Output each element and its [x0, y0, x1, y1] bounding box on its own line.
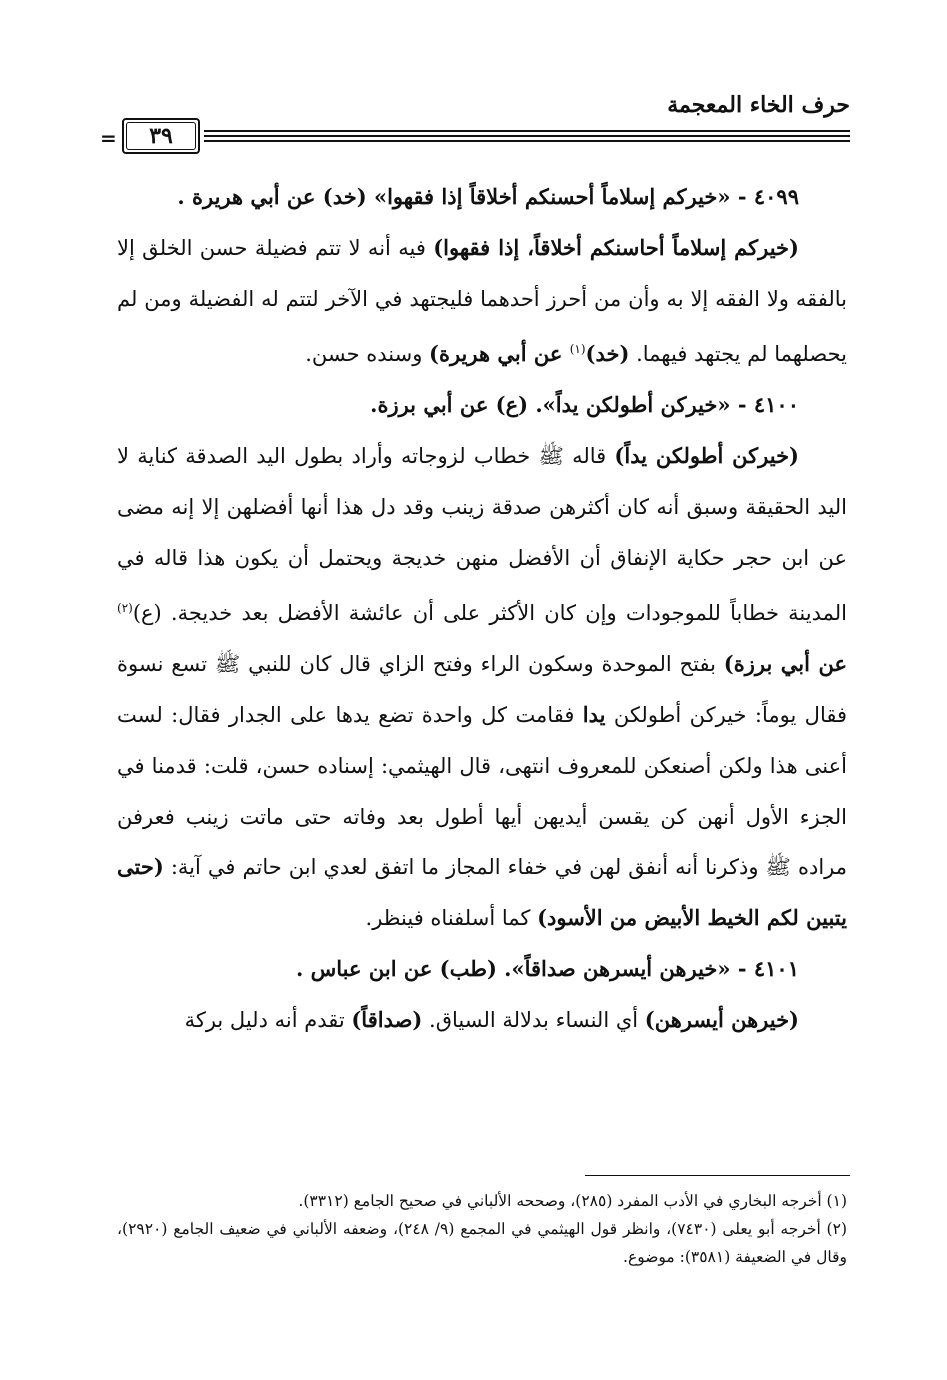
chapter-title: حرف الخاء المعجمة [667, 92, 850, 118]
page-header [0, 78, 947, 158]
hadith-4101: ٤١٠١ - «خيرهن أيسرهن صداقاً». (طب) عن ابن عباس . [296, 955, 799, 981]
footnote-divider [585, 1175, 850, 1176]
commentary-4099: (خيركم إسلاماً أحاسنكم أخلاقاً، إذا فقهوا) فيه أنه لا تتم فضيلة حسن الخلق إلا بالفقه ولا الفقه إلا به وأن من أحرز أحدهما فليجتهد في الآخر لتتم له الفضيلة ومن لم يحصلهما لم يجتهد فيهما. (خد)$^{(١)}$ عن أبي هريرة) وسنده حسن. [117, 234, 847, 367]
main-text [117, 172, 847, 1046]
footnote-1: (١) أخرجه البخاري في الأدب المفرد (٢٨٥)، وصححه الألباني في صحيح الجامع (٣٣١٢). [298, 1192, 847, 1210]
hadith-text: «خيرهن أيسرهن صداقاً». (طب) عن ابن عباس . [296, 955, 731, 981]
footnote-ref[interactable]: (٢) [117, 601, 133, 616]
entry-number: ٤٠٩٩ [753, 184, 799, 209]
hadith-text: «خيركم إسلاماً أحسنكم أخلاقاً إذا فقهوا» (خد) عن أبي هريرة . [177, 184, 731, 209]
page-number-box [122, 118, 200, 154]
hadith-4099: ٤٠٩٩ - «خيركم إسلاماً أحسنكم أخلاقاً إذا فقهوا» (خد) عن أبي هريرة . [177, 184, 799, 209]
footnotes [117, 1187, 847, 1271]
footnote-ref[interactable]: (١) [569, 342, 586, 357]
page-number: ٣٩ [149, 123, 173, 149]
commentary-4101: (خيرهن أيسرهن) أي النساء بدلالة السياق. (صداقاً) تقدم أنه دليل بركة [184, 1006, 799, 1032]
entry-number: ٤١٠١ [753, 955, 799, 981]
header-rule [204, 140, 850, 142]
commentary-4100: (خيركن أطولكن يداً) قاله ﷺ خطاب لزوجاته وأراد بطول اليد الصدقة كناية لا اليد الحقيقة وسبق أنه كان أكثرهن صدقة زينب وقد دل هذا أنها أفضلهن إلا إنه مضى عن ابن حجر حكاية الإنفاق أن الأفضل منهن خديجة ويحتمل أن يكون هذا قاله في المدينة خطاباً للموجودات وإن كان الأكثر على أن عائشة الأفضل بعد خديجة. (ع)$^{(٢)}$ عن أبي برزة) بفتح الموحدة وسكون الراء وفتح الزاي قال كان للنبي ﷺ تسع نسوة فقال يوماً: خيركن أطولكن يدا فقامت كل واحدة تضع يدها على الجدار فقال: لست أعنى هذا ولكن أصنعكن للمعروف انتهى، قال الهيثمي: إسناده حسن، قلت: قدمنا في الجزء الأول أنهن كن يقسن أيديهن أيها أطول بعد وفاته حتى ماتت زينب فعرفن مراده ﷺ وذكرنا أنه أنفق لهن في خفاء المجاز ما اتفق لعدي ابن حاتم في آية: (حتى يتبين لكم الخيط الأبيض من الأسود) كما أسلفناه فينظر. [117, 442, 848, 931]
header-ornament: = [100, 126, 117, 150]
header-rule [204, 130, 850, 132]
entry-number: ٤١٠٠ [753, 392, 799, 418]
hadith-text: «خيركن أطولكن يداً». [535, 392, 731, 418]
header-rule [204, 135, 850, 137]
footnote-2: (٢) أخرجه أبو يعلى (٧٤٣٠)، وانظر قول الهيثمي في المجمع (٩/ ٢٤٨)، وضعفه الألباني في ضعيف الجامع (٢٩٢٠)، وقال في الضعيفة (٣٥٨١): موضوع. [117, 1220, 847, 1266]
quran-quote: (حتى يتبين لكم الخيط الأبيض من الأسود) [117, 854, 847, 931]
hadith-4100: ٤١٠٠ - «خيركن أطولكن يداً». (ع) عن أبي برزة. [370, 392, 799, 418]
